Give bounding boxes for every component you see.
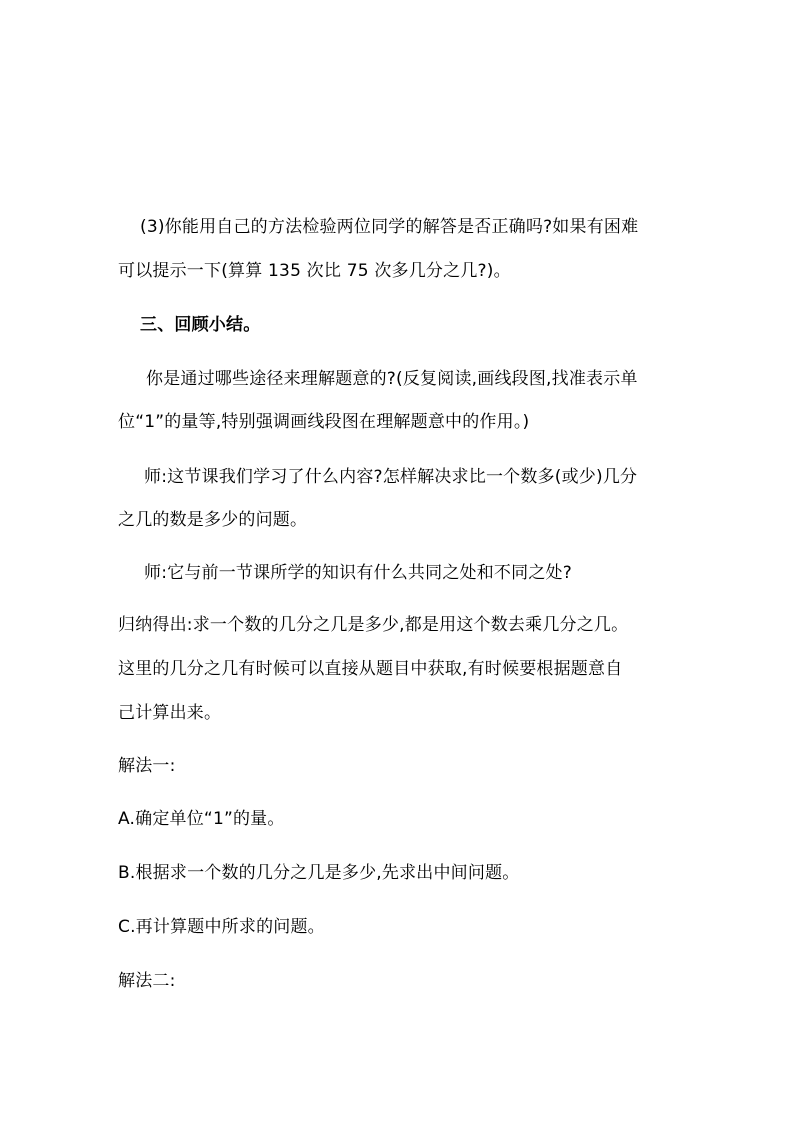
list-item: B.根据求一个数的几分之几是多少,先求出中间问题。 (118, 863, 520, 883)
paragraph-line: 师:它与前一节课所学的知识有什么共同之处和不同之处? (144, 563, 572, 583)
section-heading: 三、回顾小结。 (140, 315, 261, 335)
paragraph-line: 归纳得出:求一个数的几分之几是多少,都是用这个数去乘几分之几。 (118, 615, 629, 635)
paragraph-line: 你是通过哪些途径来理解题意的?(反复阅读,画线段图,找准表示单 (146, 369, 638, 389)
list-item: A.确定单位“1”的量。 (118, 809, 285, 829)
paragraph-line: 之几的数是多少的问题。 (118, 510, 308, 530)
paragraph-line: 位“1”的量等,特别强调画线段图在理解题意中的作用。) (118, 412, 530, 432)
paragraph-line: (3)你能用自己的方法检验两位同学的解答是否正确吗?如果有困难 (140, 217, 639, 237)
paragraph-line: 可以提示一下(算算 135 次比 75 次多几分之几?)。 (118, 261, 511, 281)
method-heading: 解法二: (118, 971, 176, 991)
paragraph-line: 这里的几分之几有时候可以直接从题目中获取,有时候要根据题意自 (118, 659, 623, 679)
paragraph-line: 师:这节课我们学习了什么内容?怎样解决求比一个数多(或少)几分 (144, 467, 638, 487)
list-item: C.再计算题中所求的问题。 (118, 917, 325, 937)
method-heading: 解法一: (118, 756, 176, 776)
paragraph-line: 己计算出来。 (118, 703, 222, 723)
